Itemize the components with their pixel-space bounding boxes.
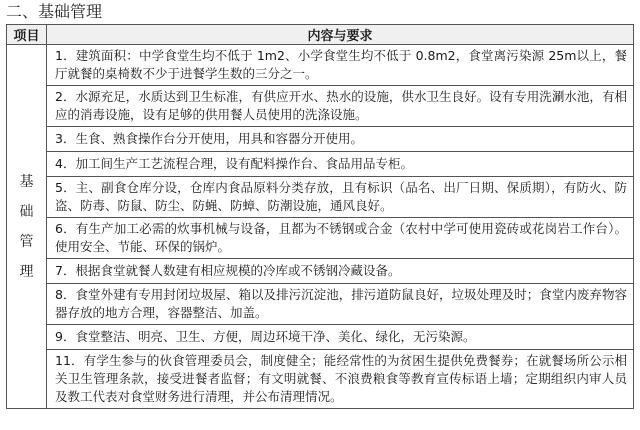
category-char: 管: [19, 233, 34, 250]
table-row: [7, 259, 634, 284]
requirement-item: 3．生食、熟食操作台分开使用，用具和容器分开使用。: [47, 127, 634, 152]
table-row: [7, 45, 634, 86]
table-header-row: [7, 25, 634, 45]
table-row: [7, 284, 634, 325]
requirement-item: 9．食堂整洁、明亮、卫生、方便，周边环境干净、美化、绿化，无污染源。: [47, 325, 634, 350]
requirement-item: 5．主、副食仓库分设，仓库内食品原料分类存放，且有标识（品名、出厂日期、保质期），有防火、防盗、防毒、防鼠、防尘、防蝇、防蟑、防潮设施，通风良好。: [47, 177, 634, 218]
table-row: [7, 86, 634, 127]
table-row: [7, 127, 634, 152]
requirement-item: 6．有生产加工必需的炊事机械与设备，且都为不锈钢或合金（农村中学可使用瓷砖或花岗岩工作台）。使用安全、节能、环保的锅炉。: [47, 218, 634, 259]
category-char: 基: [19, 173, 34, 190]
table-row: [7, 350, 634, 409]
requirements-table: [6, 24, 634, 409]
table-row: [7, 218, 634, 259]
table-row: [7, 177, 634, 218]
table-row: [7, 325, 634, 350]
category-cell: [7, 45, 47, 409]
requirement-item: 11．有学生参与的伙食管理委员会，制度健全；能经常性的为贫困生提供免费餐券；在就餐场所公示相关卫生管理条款，接受进餐者监督；有文明就餐、不浪费粮食等教育宣传标语上墙；定期组织内审人员及教工代表对食堂财务进行清理，并公布清理情况。: [47, 350, 634, 409]
header-content: 内容与要求: [47, 25, 634, 45]
requirement-item: 4．加工间生产工艺流程合理，设有配料操作台、食品用品专柜。: [47, 152, 634, 177]
header-item: 项目: [7, 25, 47, 45]
section-title: 二、基础管理: [6, 2, 103, 21]
requirement-item: 7．根据食堂就餐人数建有相应规模的冷库或不锈钢冷藏设备。: [47, 259, 634, 284]
requirement-item: 1．建筑面积：中学食堂生均不低于 1m2、小学食堂生均不低于 0.8m2，食堂离污染源 25m以上，餐厅就餐的桌椅数不少于进餐学生数的三分之一。: [47, 45, 634, 86]
category-char: 理: [19, 263, 34, 280]
requirement-item: 2．水源充足，水质达到卫生标准，有供应开水、热水的设施，供水卫生良好。设有专用洗涮水池，有相应的消毒设施，设有足够的供用餐人员使用的洗涤设施。: [47, 86, 634, 127]
requirement-item: 8．食堂外建有专用封闭垃圾屋、箱以及排污沉淀池，排污道防鼠良好，垃圾处理及时；食堂内废弃物容器存放的地方合理，容器整洁、加盖。: [47, 284, 634, 325]
category-char: 础: [19, 203, 34, 220]
table-row: [7, 152, 634, 177]
